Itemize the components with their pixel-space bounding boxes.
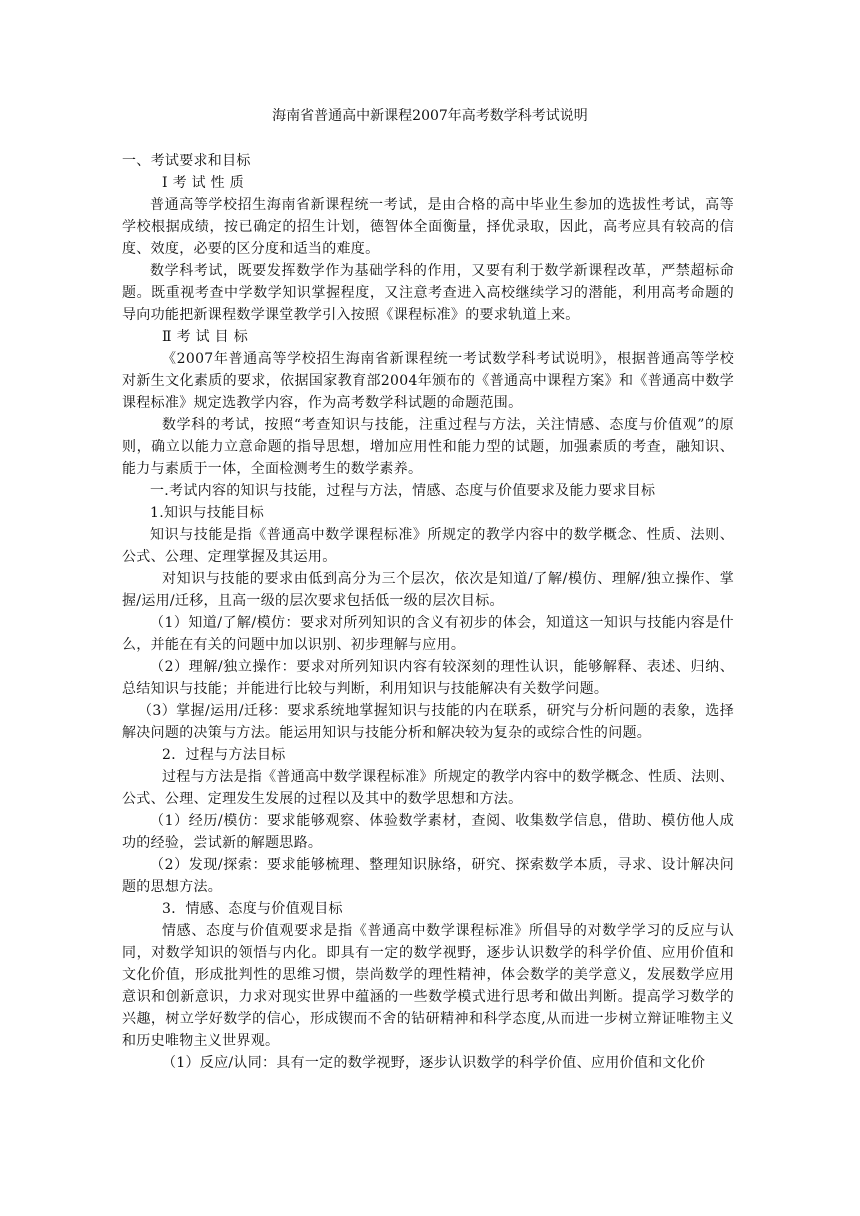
paragraph: 情感、态度与价值观要求是指《普通高中数学课程标准》所倡导的对数学学习的反应与认同，对数学知识的领悟与内化。即具有一定的数学视野，逐步认识数学的科学价值、应用价值和文化价值，形成批判性的思维习惯，崇尚数学的理性精神，体会数学的美学意义，发展数学应用意识和创新意识，力求对现实世界中蕴涵的一些数学模式进行思考和做出判断。提高学习数学的兴趣，树立学好数学的信心，形成锲而不舍的钻研精神和科学态度,从而进一步树立辩证唯物主义和历史唯物主义世界观。	[122, 923, 734, 1049]
paragraph: 普通高等学校招生海南省新课程统一考试，是由合格的高中毕业生参加的选拔性考试，高等学校根据成绩，按已确定的招生计划，德智体全面衡量，择优录取，因此，高考应具有较高的信度、效度，必要的区分度和适当的难度。	[122, 197, 734, 257]
paragraph-heading: 2．过程与方法目标	[162, 747, 286, 763]
paragraph: 数学科的考试，按照“考查知识与技能，注重过程与方法，关注情感、态度与价值观”的原则，确立以能力立意命题的指导思想，增加应用性和能力型的试题，加强素质的考查，融知识、能力与素质于一体，全面检测考生的数学素养。	[122, 417, 734, 477]
paragraph: 过程与方法是指《普通高中数学课程标准》所规定的教学内容中的数学概念、性质、法则、公式、公理、定理发生发展的过程以及其中的数学思想和方法。	[122, 769, 734, 807]
paragraph-heading: 一.考试内容的知识与技能，过程与方法，情感、态度与价值要求及能力要求目标	[150, 483, 656, 499]
list-item: （2）理解/独立操作：要求对所列知识内容有较深刻的理性认识，能够解释、表述、归纳、总结知识与技能；并能进行比较与判断，利用知识与技能解决有关数学问题。	[122, 659, 734, 697]
paragraph-heading: 3．情感、态度与价值观目标	[162, 901, 343, 917]
list-item: （3）掌握/运用/迁移：要求系统地掌握知识与技能的内在联系，研究与分析问题的表象，选择解决问题的决策与方法。能运用知识与技能分析和解决较为复杂的或综合性的问题。	[122, 703, 734, 741]
paragraph: 知识与技能是指《普通高中数学课程标准》所规定的教学内容中的数学概念、性质、法则、公式、公理、定理掌握及其运用。	[122, 527, 734, 565]
document-title: 海南省普通高中新课程2007年高考数学科考试说明	[272, 108, 588, 124]
paragraph: 数学科考试，既要发挥数学作为基础学科的作用，又要有利于数学新课程改革，严禁超标命题。既重视考查中学数学知识掌握程度，又注意考查进入高校继续学习的潜能，利用高考命题的导向功能把新课程数学课堂教学引入按照《课程标准》的要求轨道上来。	[122, 263, 734, 323]
list-item: （2）发现/探索：要求能够梳理、整理知识脉络，研究、探索数学本质，寻求、设计解决问题的思想方法。	[122, 857, 734, 895]
section-heading: 一、考试要求和目标	[122, 153, 251, 169]
document-body	[122, 150, 734, 1074]
list-item: （1）知道/了解/模仿：要求对所列知识的含义有初步的体会，知道这一知识与技能内容是什么，并能在有关的问题中加以识别、初步理解与应用。	[122, 615, 734, 653]
paragraph: 《2007年普通高等学校招生海南省新课程统一考试数学科考试说明》，根据普通高等学校对新生文化素质的要求，依据国家教育部2004年颁布的《普通高中课程方案》和《普通高中数学课程标准》规定选教学内容，作为高考数学科试题的命题范围。	[122, 351, 734, 411]
subsection-heading: Ⅱ 考 试 目 标	[162, 329, 249, 345]
list-item: （1）反应/认同：具有一定的数学视野，逐步认识数学的科学价值、应用价值和文化价	[162, 1055, 706, 1071]
list-item: （1）经历/模仿：要求能够观察、体验数学素材，查阅、收集数学信息，借助、模仿他人成功的经验，尝试新的解题思路。	[122, 813, 734, 851]
paragraph: 对知识与技能的要求由低到高分为三个层次，依次是知道/了解/模仿、理解/独立操作、掌握/运用/迁移，且高一级的层次要求包括低一级的层次目标。	[122, 571, 734, 609]
subsection-heading: Ⅰ 考 试 性 质	[162, 175, 245, 191]
paragraph-heading: 1.知识与技能目标	[150, 505, 265, 521]
